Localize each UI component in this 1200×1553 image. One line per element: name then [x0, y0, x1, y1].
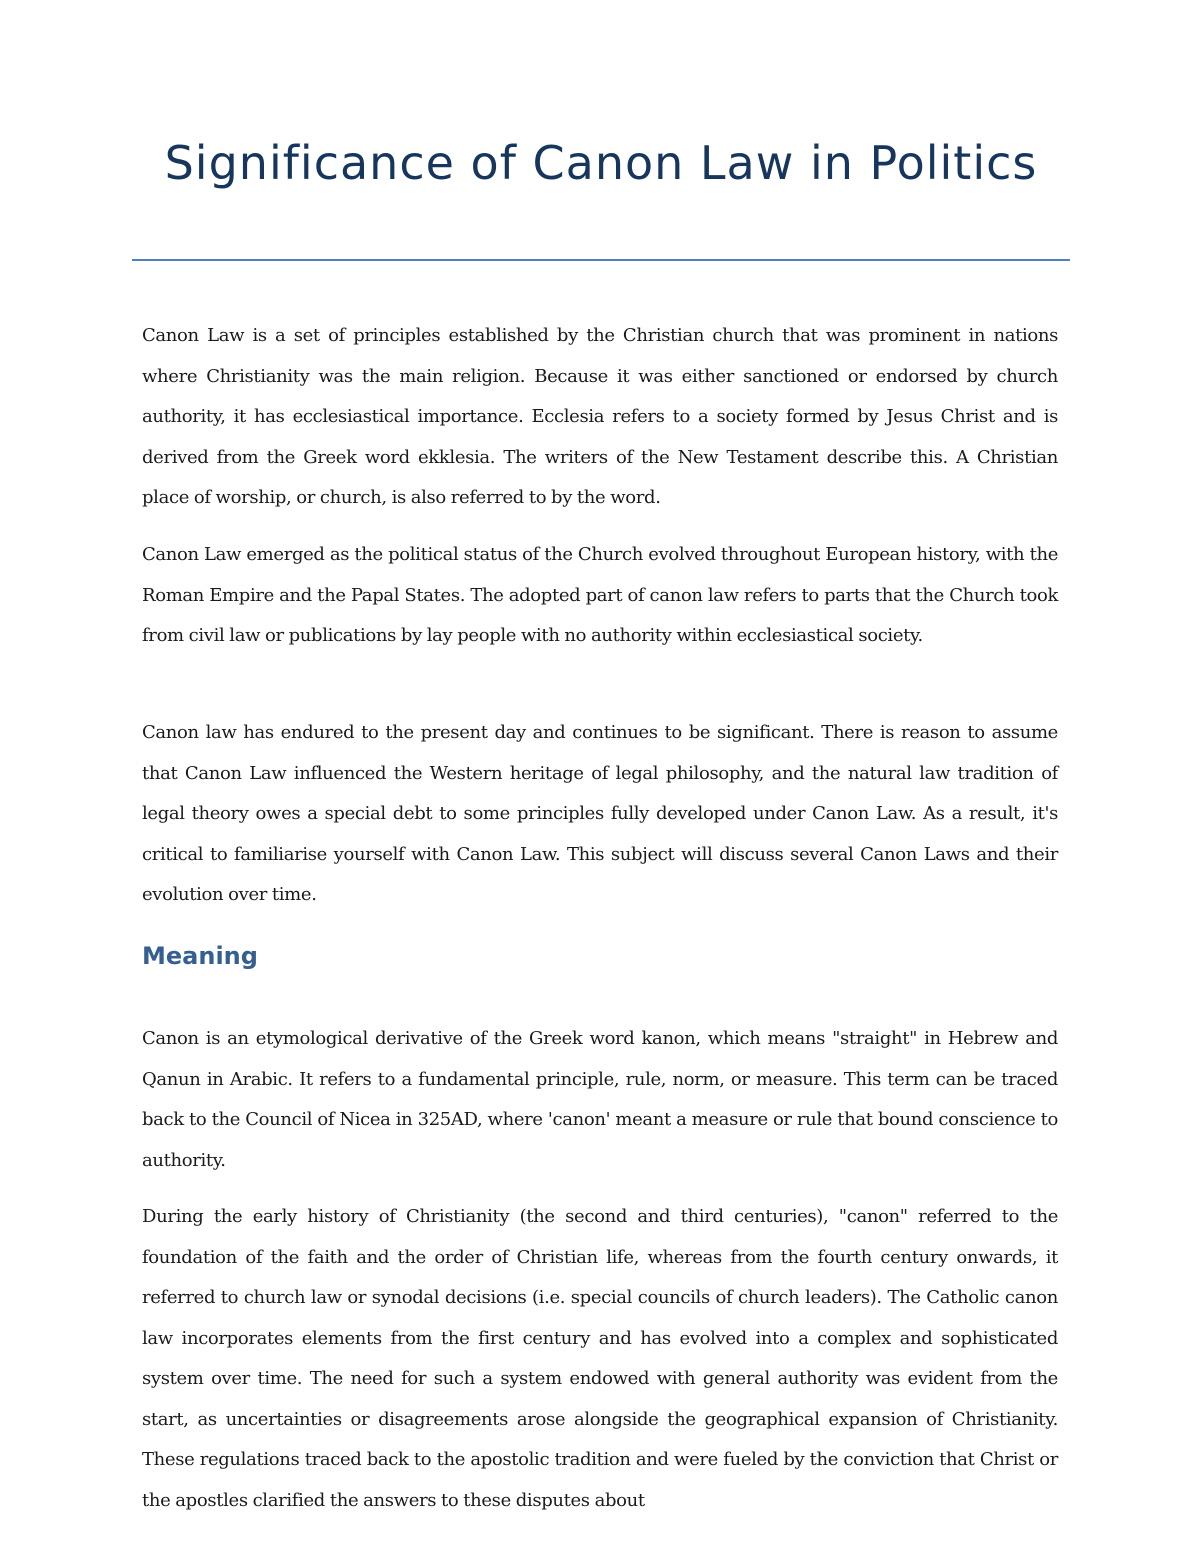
- page-title: Significance of Canon Law in Politics: [164, 136, 1038, 190]
- paragraph: Canon Law emerged as the political status of the Church evolved throughout European history, with the Roman Empire and the Papal States. The adopted part of canon law refers to parts that the Church took from civil law or publications by lay people with no authority within ecclesiastical society.: [142, 544, 1058, 646]
- paragraph: Canon law has endured to the present day and continues to be significant. There is reason to assume that Canon Law influenced the Western heritage of legal philosophy, and the natural law tradition of legal theory owes a special debt to some principles fully developed under Canon Law. As a result, it's critical to familiarise yourself with Canon Law. This subject will discuss several Canon Laws and their evolution over time.: [142, 722, 1058, 905]
- paragraph: Canon Law is a set of principles established by the Christian church that was prominent in nations where Christianity was the main religion. Because it was either sanctioned or endorsed by church authority, it has ecclesiastical importance. Ecclesia refers to a society formed by Jesus Christ and is derived from the Greek word ekklesia. The writers of the New Testament describe this. A Christian place of worship, or church, is also referred to by the word.: [142, 325, 1058, 508]
- paragraph: Canon is an etymological derivative of the Greek word kanon, which means "straight" in Hebrew and Qanun in Arabic. It refers to a fundamental principle, rule, norm, or measure. This term can be traced back to the Council of Nicea in 325AD, where 'canon' meant a measure or rule that bound conscience to authority.: [142, 1028, 1058, 1171]
- title-underline: [132, 259, 1070, 261]
- section-heading: Meaning: [142, 942, 258, 970]
- paragraph: During the early history of Christianity (the second and third centuries), "canon" referred to the foundation of the faith and the order of Christian life, whereas from the fourth century onwards, it referred to church law or synodal decisions (i.e. special councils of church leaders). The Catholic canon law incorporates elements from the first century and has evolved into a complex and sophisticated system over time. The need for such a system endowed with general authority was evident from the start, as uncertainties or disagreements arose alongside the geographical expansion of Christianity. These regulations traced back to the apostolic tradition and were fueled by the conviction that Christ or the apostles clarified the answers to these disputes about: [142, 1206, 1058, 1511]
